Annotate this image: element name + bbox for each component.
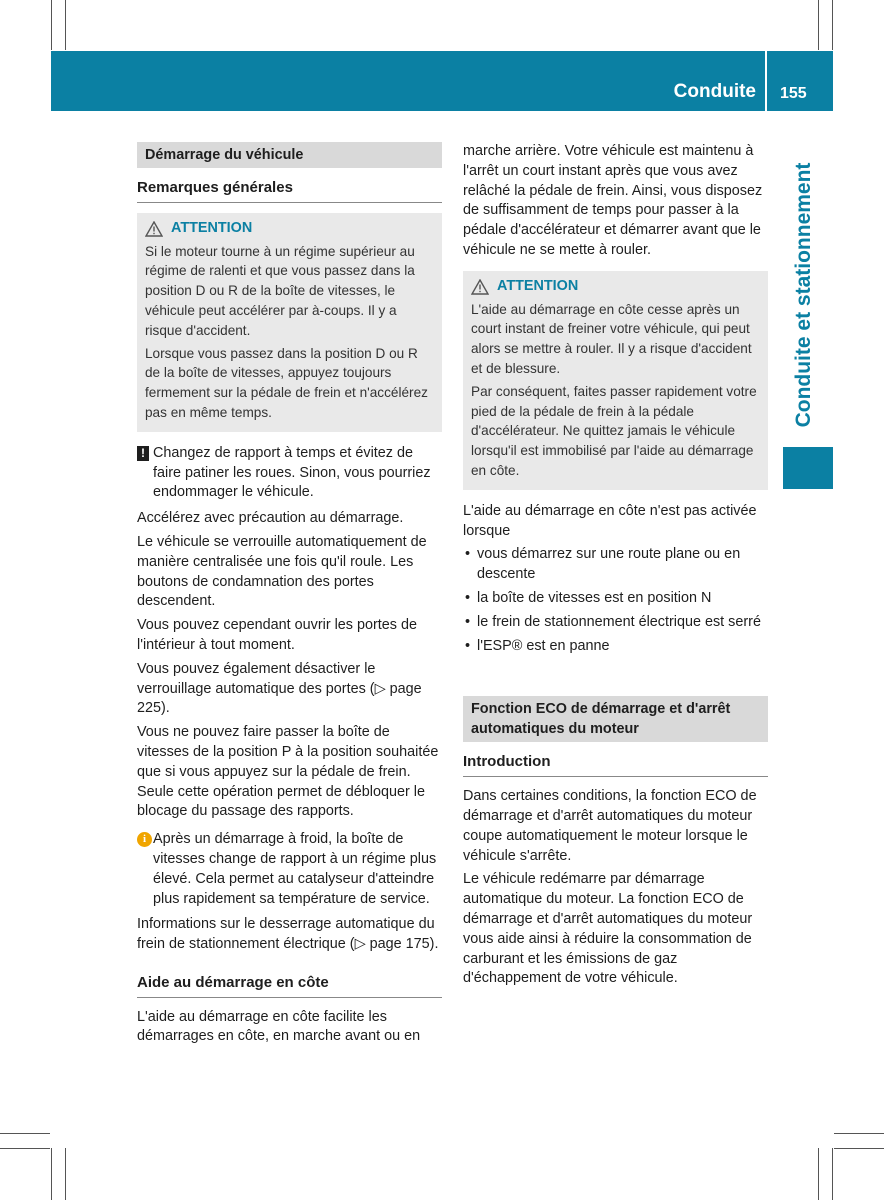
crop-mark [834,1133,884,1134]
right-column [463,142,768,993]
warning-box [463,271,768,490]
header-separator [765,51,767,111]
exclamation-icon: ! [137,446,149,461]
subsection-title: Introduction [463,752,768,777]
caution-note [137,444,442,503]
warning-title: ATTENTION [171,219,253,236]
list-item: • la boîte de vitesses est en position N [463,589,768,609]
crop-mark [65,1148,66,1200]
paragraph: Vous pouvez cependant ouvrir les portes de l'intérieur à tout moment. [137,617,417,653]
warning-text: Lorsque vous passez dans la position D ou R de la boîte de vitesses, appuyez toujours fermement sur la pédale de frein et n'accélérez pas en même temps. [145,345,428,420]
crop-mark [818,1148,819,1200]
caution-text: Changez de rapport à temps et évitez de faire patiner les roues. Sinon, vous pourriez endommager le véhicule. [153,444,431,501]
warning-header [471,277,762,297]
warning-box [137,213,442,432]
paragraph: Informations sur le desserrage automatique du frein de stationnement électrique (▷ page 175). [137,916,439,953]
list-item: • le frein de stationnement électrique est serré [463,613,768,633]
subsection-title: Remarques générales [137,178,442,203]
subsection-title: Aide au démarrage en côte [137,973,442,998]
info-text: Après un démarrage à froid, la boîte de vitesses change de rapport à un régime plus élevé. Cela permet au catalyseur d'atteindre plus rapidement sa température de service. [153,831,437,907]
crop-mark [834,1148,884,1149]
crop-mark [51,0,52,50]
paragraph: Dans certaines conditions, la fonction ECO de démarrage et d'arrêt automatiques du moteur coupe automatiquement le moteur lorsque le véhicule s'arrête. [463,788,757,864]
warning-text: Par conséquent, faites passer rapidement votre pied de la pédale de frein à la pédale d'accélérateur. Ne quittez jamais le véhicule lorsqu'il est immobilisé par l'aide au démarrage en côte. [471,383,757,478]
paragraph: Vous pouvez également désactiver le verrouillage automatique des portes (▷ page 225). [137,660,422,717]
section-title: Démarrage du véhicule [137,142,442,168]
crop-mark [0,1133,50,1134]
side-tab-label: Conduite et stationnement [792,162,815,428]
side-tab-marker [783,447,833,489]
paragraph: marche arrière. Votre véhicule est maintenu à l'arrêt un court instant après que vous avez relâché la pédale de frein. Ainsi, vous disposez de suffisamment de temps pour passer à la pédale d'accélérateur et démarrer avant que le véhicule ne se mette à rouler. [463,143,763,258]
warning-triangle-icon [471,279,489,295]
paragraph: Vous ne pouvez faire passer la boîte de vitesses de la position P à la position souhaitée que si vous appuyez sur la pédale de frein. Seule cette opération permet de débloquer le blocage du passage des rapports. [137,724,439,820]
chapter-title: Conduite [673,81,756,102]
info-icon: i [137,832,152,847]
list-item: • l'ESP® est en panne [463,637,768,657]
info-note [137,830,442,909]
crop-mark [832,1148,833,1200]
crop-mark [818,0,819,50]
paragraph: Le véhicule se verrouille automatiquement de manière centralisée une fois qu'il roule. Les boutons de condamnation des portes descendent. [137,533,427,610]
warning-text: L'aide au démarrage en côte cesse après un court instant de freiner votre véhicule, qui peut alors se mettre à rouler. Il y a risque d'accident et de blessure. [471,301,752,376]
paragraph: Le véhicule redémarre par démarrage automatique du moteur. La fonction ECO de démarrage et d'arrêt automatiques du moteur vous aide ainsi à réduire la consommation de carburant et les émissions de gaz d'échappement de votre véhicule. [463,871,753,987]
paragraph: L'aide au démarrage en côte n'est pas activée lorsque [463,502,757,539]
crop-mark [0,1148,50,1149]
warning-text: Si le moteur tourne à un régime supérieur au régime de ralenti et que vous passez dans la position D ou R de la boîte de vitesses, le véhicule peut accélérer par à-coups. Il y a risque d'accident. [145,243,415,338]
crop-mark [51,1148,52,1200]
list-item: • vous démarrez sur une route plane ou en descente [463,545,768,585]
side-tab [776,150,832,440]
crop-mark [65,0,66,50]
condition-list [463,545,768,656]
section-title: Fonction ECO de démarrage et d'arrêt automatiques du moteur [463,696,768,742]
paragraph: Accélérez avec précaution au démarrage. [137,510,404,527]
warning-triangle-icon [145,221,163,237]
paragraph: L'aide au démarrage en côte facilite les démarrages en côte, en marche avant ou en [137,1008,421,1045]
crop-mark [832,0,833,50]
warning-title: ATTENTION [497,277,579,294]
page-number: 155 [780,85,807,102]
warning-header [145,219,436,239]
left-column [137,142,442,1051]
